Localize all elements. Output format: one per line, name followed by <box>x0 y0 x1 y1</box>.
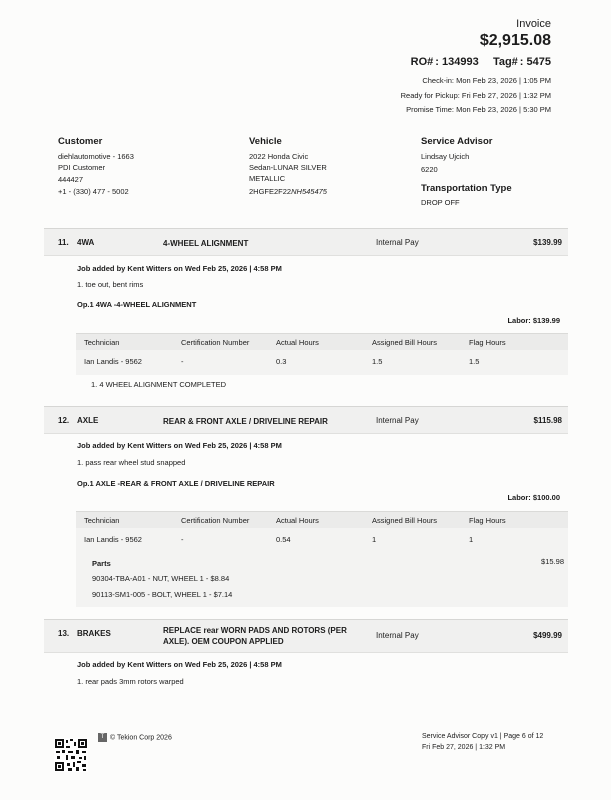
job-11-note: 1. 4 WHEEL ALIGNMENT COMPLETED <box>91 380 227 389</box>
parts-label: Parts <box>92 559 111 568</box>
part-item: 90304-TBA-A01 - NUT, WHEEL 1 - $8.84 <box>92 574 230 583</box>
col-certification: Certification Number <box>181 338 250 347</box>
footer-copyright <box>98 733 172 742</box>
job-11-header <box>44 228 568 256</box>
job-12-labor: Labor: $100.00 <box>507 493 560 502</box>
col-actual-hours: Actual Hours <box>276 338 319 347</box>
job-amount: $115.98 <box>533 416 562 425</box>
vin-suffix: NH545475 <box>291 187 327 196</box>
col-certification: Certification Number <box>181 516 250 525</box>
customer-name: diehlautomotive - 1663 <box>58 152 134 161</box>
job-12-added: Job added by Kent Witters on Wed Feb 25, 2026 | 4:58 PM <box>77 441 282 450</box>
job-pay-type: Internal Pay <box>376 416 419 425</box>
col-assigned-hours: Assigned Bill Hours <box>372 516 438 525</box>
job-description: REAR & FRONT AXLE / DRIVELINE REPAIR <box>163 417 328 426</box>
transport-value: DROP OFF <box>421 198 460 207</box>
job-amount: $499.99 <box>533 631 562 640</box>
tech-assigned: 1 <box>372 535 377 544</box>
job-number: 12. <box>58 416 70 425</box>
parts-total: $15.98 <box>541 557 564 566</box>
job-11-added: Job added by Kent Witters on Wed Feb 25, 2026 | 4:58 PM <box>77 264 282 273</box>
job-pay-type: Internal Pay <box>376 238 419 247</box>
col-flag-hours: Flag Hours <box>469 338 506 347</box>
copyright-text: © Tekion Corp 2026 <box>110 734 172 742</box>
job-pay-type: Internal Pay <box>376 631 419 640</box>
job-13-header <box>44 619 568 653</box>
job-number: 13. <box>58 629 70 638</box>
advisor-id: 6220 <box>421 165 438 174</box>
col-technician: Technician <box>84 516 120 525</box>
invoice-total: $2,915.08 <box>479 32 551 49</box>
job-description: REPLACE rear WORN PADS AND ROTORS (PER AXLE). OEM COUPON APPLIED <box>163 626 347 646</box>
ready-pickup-time: Ready for Pickup: Fri Feb 27, 2026 | 1:32 PM <box>400 90 551 100</box>
job-number: 11. <box>58 238 69 247</box>
invoice-title: Invoice <box>516 18 551 30</box>
tech-assigned: 1.5 <box>372 357 383 366</box>
job-12-operation: Op.1 AXLE -REAR & FRONT AXLE / DRIVELINE REPAIR <box>77 479 275 488</box>
col-actual-hours: Actual Hours <box>276 516 319 525</box>
part-item: 90113-SM1-005 - BOLT, WHEEL 1 - $7.14 <box>92 590 233 599</box>
vehicle-vin <box>249 186 327 197</box>
tech-flag: 1.5 <box>469 357 480 366</box>
job-12-concern: 1. pass rear wheel stud snapped <box>77 458 186 467</box>
job-11-tech-table <box>76 333 568 375</box>
ro-tag-line <box>409 56 551 68</box>
tech-cert: - <box>181 535 184 544</box>
transport-heading: Transportation Type <box>421 183 512 194</box>
qr-code-icon <box>54 738 88 772</box>
job-11-labor: Labor: $139.99 <box>507 316 560 325</box>
customer-phone: +1 - (330) 477 - 5002 <box>58 187 129 196</box>
vehicle-trim: Sedan-LUNAR SILVER <box>249 163 327 172</box>
job-12-parts <box>76 553 568 607</box>
times-block <box>401 74 551 118</box>
check-in-time: Check-in: Mon Feb 23, 2026 | 1:05 PM <box>422 76 551 85</box>
tekion-logo-icon: T <box>98 733 107 742</box>
advisor-name: Lindsay Ujcich <box>421 152 470 161</box>
ro-label: RO# <box>410 56 434 68</box>
footer-copy-info: Service Advisor Copy v1 | Page 6 of 12 <box>422 733 544 740</box>
ro-number: : 134993 <box>435 56 479 68</box>
vehicle-heading: Vehicle <box>249 136 282 147</box>
col-technician: Technician <box>84 338 120 347</box>
promise-time: Promise Time: Mon Feb 23, 2026 | 5:30 PM <box>406 105 551 114</box>
tech-actual: 0.3 <box>276 357 287 366</box>
customer-section <box>58 136 134 197</box>
footer-date: Fri Feb 27, 2026 | 1:32 PM <box>422 744 506 751</box>
job-code: BRAKES <box>77 629 111 638</box>
vehicle-model: 2022 Honda Civic <box>249 152 309 161</box>
customer-id: 444427 <box>58 175 84 184</box>
job-12-header <box>44 406 568 434</box>
job-code: 4WA <box>77 238 95 247</box>
tech-cert: - <box>181 357 184 366</box>
col-assigned-hours: Assigned Bill Hours <box>372 338 438 347</box>
advisor-section <box>421 136 512 208</box>
job-11-operation: Op.1 4WA -4-WHEEL ALIGNMENT <box>77 300 197 309</box>
advisor-heading: Service Advisor <box>421 136 493 147</box>
job-12-tech-table <box>76 511 568 553</box>
vehicle-section <box>249 136 327 197</box>
tech-actual: 0.54 <box>276 535 291 544</box>
tag-label: Tag# <box>492 56 518 68</box>
job-description: 4-WHEEL ALIGNMENT <box>163 239 249 248</box>
col-flag-hours: Flag Hours <box>469 516 506 525</box>
tech-name: Ian Landis - 9562 <box>84 357 142 366</box>
tech-flag: 1 <box>469 535 474 544</box>
job-code: AXLE <box>77 416 99 425</box>
tech-name: Ian Landis - 9562 <box>84 535 142 544</box>
vin-prefix: 2HGFE2F22 <box>249 187 292 196</box>
job-11-concern: 1. toe out, bent rims <box>77 280 144 289</box>
job-amount: $139.99 <box>533 238 562 247</box>
tag-number: : 5475 <box>519 56 551 68</box>
vehicle-color: METALLIC <box>249 174 286 183</box>
customer-type: PDI Customer <box>58 163 106 172</box>
customer-heading: Customer <box>58 136 103 147</box>
job-13-concern: 1. rear pads 3mm rotors warped <box>77 677 184 686</box>
job-13-added: Job added by Kent Witters on Wed Feb 25, 2026 | 4:58 PM <box>77 660 282 669</box>
